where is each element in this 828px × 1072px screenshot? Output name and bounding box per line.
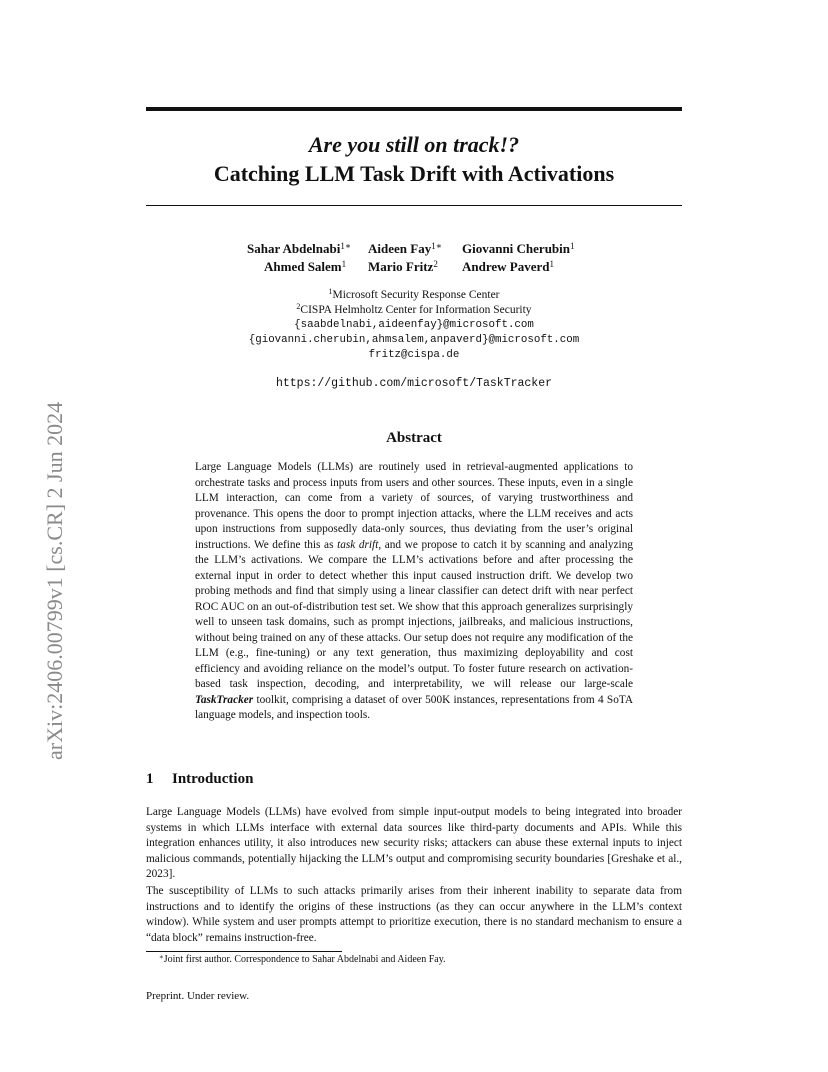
abstract-body: Large Language Models (LLMs) are routinely used in retrieval-augmented applications to orchestrate tasks and process inputs from users and other sources. These inputs, even in a single LLM interaction, can come from a variety of sources, of varying trustworthiness and provenance. This opens the door to prompt injection attacks, where the LLM receives and acts upon instructions from supposedly data-only sources, thus deviating from the user’s original instructions. We define this as task drift, and we propose to catch it by scanning and analyzing the LLM’s activations. We compare the LLM’s activations before and after processing the external input in order to detect whether this input caused instruction drift. We develop two probing methods and find that simply using a linear classifier can detect drift with near perfect ROC AUC on an out-of-distribution test set. We show that this approach generalizes surprisingly well to unseen task domains, such as prompt injections, jailbreaks, and malicious instructions, without being trained on any of these attacks. Our setup does not require any modification of the LLM (e.g., fine-tuning) or any text generation, thus maximizing deployability and cost efficiency and avoiding reliance on the model’s output. To foster future research on activation-based task inspection, decoding, and interpretability, we will release our large-scale TaskTracker toolkit, comprising a dataset of over 500K instances, representations from 4 SoTA language models, and inspection tools.	[195, 461, 633, 721]
author: Ahmed Salem$^1$	[264, 259, 347, 274]
title-bottom-rule	[146, 205, 682, 206]
title-line-1: Are you still on track!?	[308, 132, 520, 157]
author: Aideen Fay$^{1∗}$	[368, 241, 442, 256]
email: {saabdelnabi,aideenfay}@microsoft.com	[294, 319, 534, 331]
toolkit-name: TaskTracker	[195, 693, 254, 706]
paper-title	[146, 130, 682, 188]
title-top-rule	[146, 107, 682, 111]
term-task-drift: task drift	[337, 538, 379, 551]
email: {giovanni.cherubin,ahmsalem,anpaverd}@microsoft.com	[248, 334, 580, 346]
affiliations	[146, 288, 682, 363]
abstract-heading: Abstract	[386, 430, 442, 446]
intro-paragraph-1: Large Language Models (LLMs) have evolved from simple input-output models to being integrated into broader systems in which LLMs interface with external data sources like third-party documents and APIs. While this integration enhances utility, it also introduces new security risks; attackers can abuse these external inputs to inject malicious commands, potentially hijacking the LLM’s output and compromising security boundaries [Greshake et al., 2023].	[146, 806, 682, 880]
affiliation: $^2$CISPA Helmholtz Center for Information Security	[296, 302, 532, 316]
author: Mario Fritz$^2$	[368, 259, 438, 274]
arxiv-stamp: arXiv:2406.00799v1 [cs.CR] 2 Jun 2024	[42, 401, 67, 760]
title-line-2: Catching LLM Task Drift with Activations	[213, 161, 615, 186]
affiliation: $^1$Microsoft Security Response Center	[328, 287, 500, 301]
author: Andrew Paverd$^1$	[462, 259, 555, 274]
email: fritz@cispa.de	[368, 349, 460, 361]
footnote-rule	[146, 951, 342, 952]
author: Giovanni Cherubin$^1$	[462, 241, 575, 256]
repo-link[interactable]: https://github.com/microsoft/TaskTracker	[275, 377, 553, 390]
author: Sahar Abdelnabi$^{1∗}$	[247, 241, 351, 256]
intro-paragraph-2: The susceptibility of LLMs to such attacks primarily arises from their inherent inability to separate data from instructions and to identify the origins of these instructions (as they can occur anywhere in the LLM’s context window). While system and user prompts attempt to prioritize execution, there is no standard mechanism to ensure a “data block” remains instruction-free.	[146, 885, 682, 944]
preprint-note: Preprint. Under review.	[146, 990, 250, 1002]
footnote: ∗Joint first author. Correspondence to Sahar Abdelnabi and Aideen Fay.	[159, 953, 446, 965]
section-heading-introduction: 1 Introduction	[146, 771, 254, 787]
